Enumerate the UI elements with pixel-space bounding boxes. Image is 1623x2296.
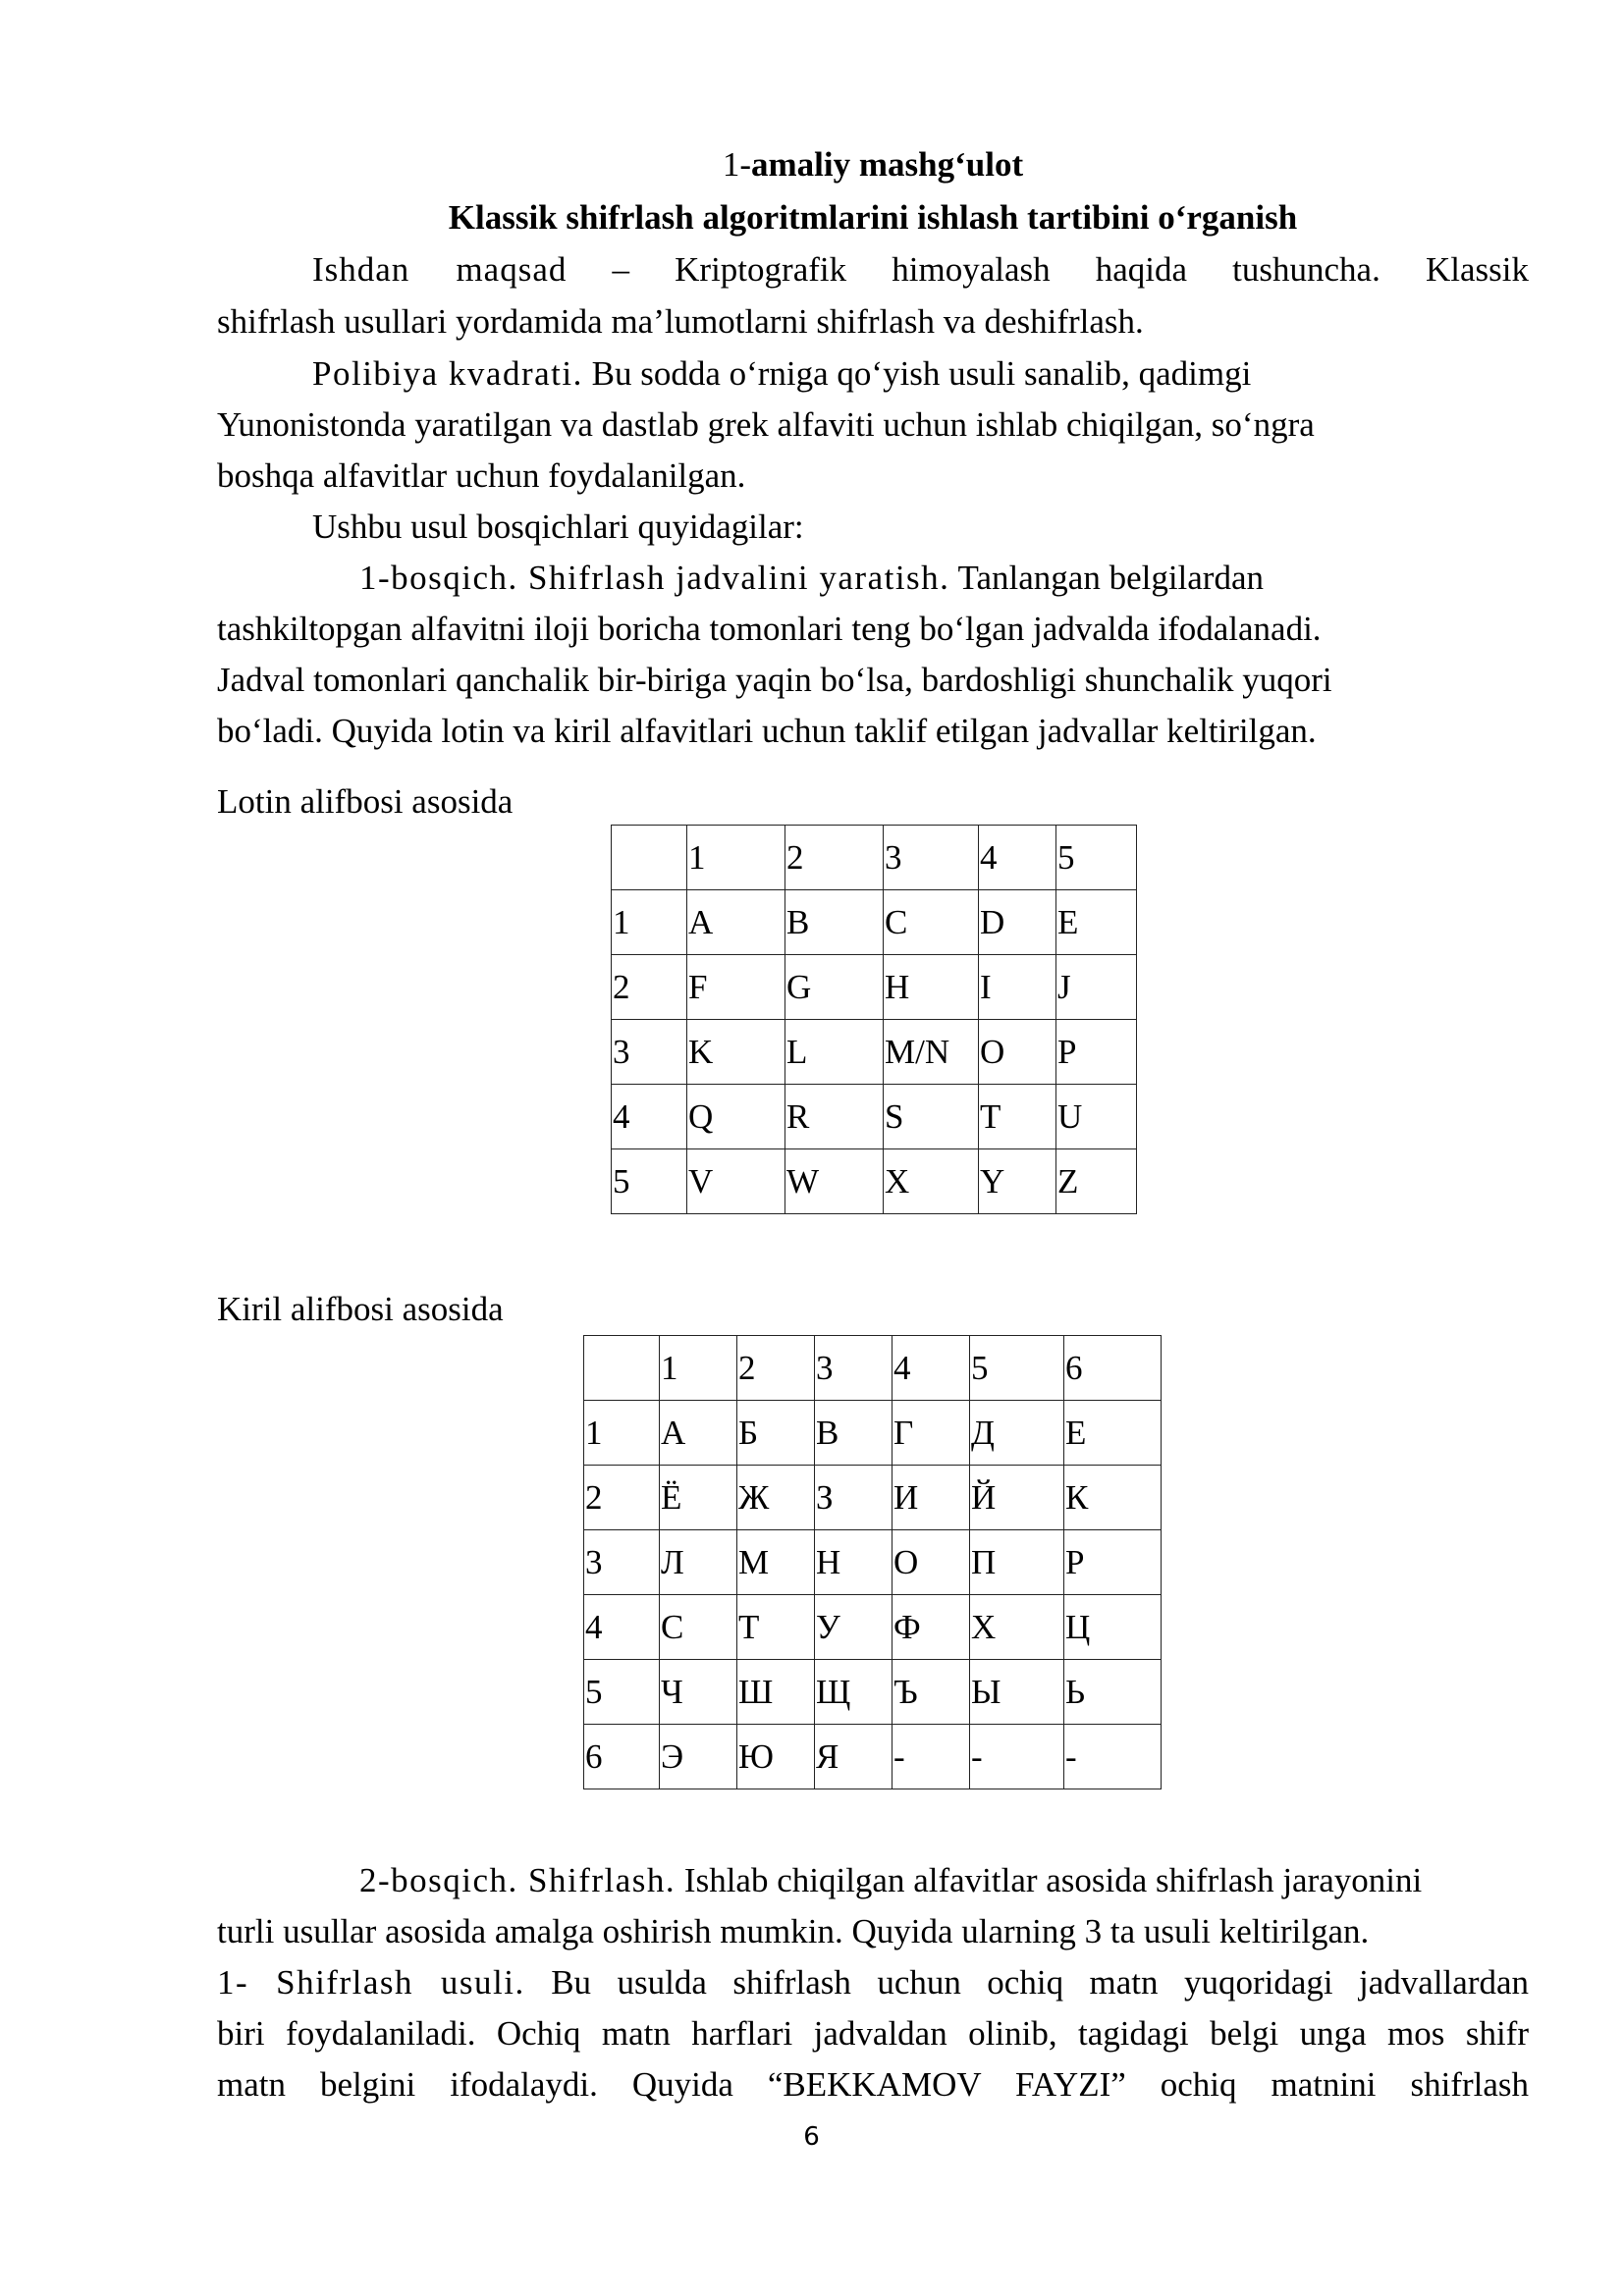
step1-line-2: tashkiltopgan alfavitni iloji boricha tomonlari teng bo‘lgan jadvalda ifodalanadi. xyxy=(217,610,1322,648)
latin-table-header-cell: 4 xyxy=(979,826,1056,890)
cyrillic-table-row xyxy=(584,1595,1162,1660)
cyrillic-table-cell: Б xyxy=(737,1401,815,1466)
latin-table-cell: M/N xyxy=(884,1020,979,1085)
cyrillic-table-cell: С xyxy=(660,1595,737,1660)
cyrillic-table-row-index: 2 xyxy=(584,1466,660,1530)
latin-table-row-index: 2 xyxy=(612,955,687,1020)
polybius-line-3: boshqa alfavitlar uchun foydalanilgan. xyxy=(217,456,746,495)
cyrillic-table-cell: Ч xyxy=(660,1660,737,1725)
latin-table-cell: E xyxy=(1056,890,1137,955)
cyrillic-table-header-cell: 1 xyxy=(660,1336,737,1401)
cyrillic-table-cell: Н xyxy=(815,1530,893,1595)
cyrillic-table-cell: О xyxy=(893,1530,970,1595)
cyrillic-table-row xyxy=(584,1530,1162,1595)
latin-table-cell: C xyxy=(884,890,979,955)
cyrillic-table-cell: В xyxy=(815,1401,893,1466)
cyrillic-table-cell: Р xyxy=(1064,1530,1162,1595)
purpose-text: – Kriptografik himoyalash haqida tushuncha. Klassik xyxy=(612,250,1529,289)
latin-table-header-cell: 2 xyxy=(785,826,884,890)
cyrillic-table-header-cell: 2 xyxy=(737,1336,815,1401)
latin-table-cell: T xyxy=(979,1085,1056,1149)
cyrillic-table-cell: Л xyxy=(660,1530,737,1595)
cyrillic-table-row xyxy=(584,1401,1162,1466)
method1-line-3: matn belgini ifodalaydi. Quyida “BEKKAMOV FAYZI” ochiq matnini shifrlash xyxy=(217,2065,1529,2104)
latin-table-cell: F xyxy=(687,955,785,1020)
cyrillic-table-cell: А xyxy=(660,1401,737,1466)
heading-title: amaliy mashg‘ulot xyxy=(751,145,1024,184)
polybius-line-2: Yunonistonda yaratilgan va dastlab grek alfaviti uchun ishlab chiqilgan, so‘ngra xyxy=(217,405,1315,444)
page-number: 6 xyxy=(803,2122,820,2152)
cyrillic-table-header-cell: 5 xyxy=(970,1336,1064,1401)
cyrillic-table-row-index: 1 xyxy=(584,1401,660,1466)
cyrillic-table-cell: Ж xyxy=(737,1466,815,1530)
step1-line-4: bo‘ladi. Quyida lotin va kiril alfavitlari uchun taklif etilgan jadvallar keltirilgan. xyxy=(217,712,1317,750)
latin-table-cell: H xyxy=(884,955,979,1020)
cyrillic-table-cell: Ё xyxy=(660,1466,737,1530)
method1-line-1 xyxy=(217,1957,1529,2008)
cyrillic-table-header-cell xyxy=(584,1336,660,1401)
latin-table-header-cell: 3 xyxy=(884,826,979,890)
purpose-line-1 xyxy=(217,244,1529,295)
method1-term: 1- Shifrlash usuli. xyxy=(217,1963,525,2002)
latin-table-cell: A xyxy=(687,890,785,955)
cyrillic-table-cell: Д xyxy=(970,1401,1064,1466)
polybius-term: Polibiya kvadrati. xyxy=(312,354,583,393)
cyrillic-table-row-index: 4 xyxy=(584,1595,660,1660)
method1-line-2: biri foydalaniladi. Ochiq matn harflari jadvaldan olinib, tagidagi belgi unga mos shifr xyxy=(217,2014,1529,2053)
cyrillic-table-cell: - xyxy=(893,1725,970,1789)
latin-table-cell: G xyxy=(785,955,884,1020)
latin-table-row xyxy=(612,955,1137,1020)
cyrillic-table-cell: П xyxy=(970,1530,1064,1595)
cyrillic-table-cell: Ц xyxy=(1064,1595,1162,1660)
section-heading xyxy=(217,139,1529,190)
cyrillic-table-cell: Ш xyxy=(737,1660,815,1725)
cyrillic-table-cell: М xyxy=(737,1530,815,1595)
latin-table-header-cell: 5 xyxy=(1056,826,1137,890)
step1-text: Tanlangan belgilardan xyxy=(949,559,1265,597)
cyrillic-table-label: Kiril alifbosi asosida xyxy=(217,1290,504,1328)
cyrillic-table-cell: К xyxy=(1064,1466,1162,1530)
latin-table-row-index: 1 xyxy=(612,890,687,955)
latin-table-cell: Q xyxy=(687,1085,785,1149)
latin-table-cell: W xyxy=(785,1149,884,1214)
purpose-line-2: shifrlash usullari yordamida ma’lumotlarni shifrlash va deshifrlash. xyxy=(217,302,1144,341)
polybius-text: Bu sodda o‘rniga qo‘yish usuli sanalib, qadimgi xyxy=(582,354,1252,393)
cyrillic-table-cell: Й xyxy=(970,1466,1064,1530)
latin-table-row-index: 5 xyxy=(612,1149,687,1214)
cyrillic-table-cell: Щ xyxy=(815,1660,893,1725)
latin-table-cell: Z xyxy=(1056,1149,1137,1214)
latin-table-cell: U xyxy=(1056,1085,1137,1149)
latin-table-cell: K xyxy=(687,1020,785,1085)
cyrillic-table-cell: Я xyxy=(815,1725,893,1789)
heading-number: 1- xyxy=(722,145,752,184)
latin-table-row-index: 3 xyxy=(612,1020,687,1085)
cyrillic-table-cell: У xyxy=(815,1595,893,1660)
latin-table-cell: J xyxy=(1056,955,1137,1020)
cyrillic-table-cell: - xyxy=(970,1725,1064,1789)
step1-term: 1-bosqich. Shifrlash jadvalini yaratish. xyxy=(359,559,950,597)
latin-table-header-cell: 1 xyxy=(687,826,785,890)
cyrillic-table-cell: Ъ xyxy=(893,1660,970,1725)
latin-table-label: Lotin alifbosi asosida xyxy=(217,782,514,821)
section-subtitle: Klassik shifrlash algoritmlarini ishlash tartibini o‘rganish xyxy=(448,198,1298,237)
cyrillic-table-row-index: 3 xyxy=(584,1530,660,1595)
latin-table-header-cell xyxy=(612,826,687,890)
latin-table-row xyxy=(612,890,1137,955)
latin-table-row xyxy=(612,1020,1137,1085)
latin-table-cell: I xyxy=(979,955,1056,1020)
latin-table-header-row xyxy=(612,826,1137,890)
latin-table-cell: P xyxy=(1056,1020,1137,1085)
cyrillic-table-cell: - xyxy=(1064,1725,1162,1789)
latin-polybius-table xyxy=(611,825,1137,1214)
cyrillic-table-row-index: 6 xyxy=(584,1725,660,1789)
latin-table-cell: O xyxy=(979,1020,1056,1085)
step1-line-3: Jadval tomonlari qanchalik bir-biriga yaqin bo‘lsa, bardoshligi shunchalik yuqori xyxy=(217,661,1332,699)
latin-table-row xyxy=(612,1085,1137,1149)
cyrillic-table-row xyxy=(584,1725,1162,1789)
latin-table-row xyxy=(612,1149,1137,1214)
latin-table-cell: R xyxy=(785,1085,884,1149)
cyrillic-table-cell: Х xyxy=(970,1595,1064,1660)
cyrillic-table-cell: Ы xyxy=(970,1660,1064,1725)
latin-table-cell: D xyxy=(979,890,1056,955)
steps-intro: Ushbu usul bosqichlari quyidagilar: xyxy=(312,507,804,546)
cyrillic-polybius-table xyxy=(583,1335,1162,1789)
cyrillic-table-cell: Ь xyxy=(1064,1660,1162,1725)
cyrillic-table-header-row xyxy=(584,1336,1162,1401)
cyrillic-table-row xyxy=(584,1660,1162,1725)
cyrillic-table-cell: Э xyxy=(660,1725,737,1789)
cyrillic-table-header-cell: 3 xyxy=(815,1336,893,1401)
cyrillic-table-cell: З xyxy=(815,1466,893,1530)
step1-line-1 xyxy=(359,553,1529,604)
latin-table-cell: L xyxy=(785,1020,884,1085)
purpose-lead: Ishdan maqsad xyxy=(312,250,568,289)
latin-table-cell: Y xyxy=(979,1149,1056,1214)
polybius-line-1 xyxy=(312,348,1529,400)
step2-line-2: turli usullar asosida amalga oshirish mumkin. Quyida ularning 3 ta usuli keltirilgan. xyxy=(217,1912,1370,1950)
cyrillic-table-cell: Е xyxy=(1064,1401,1162,1466)
step2-line-1 xyxy=(359,1855,1529,1906)
cyrillic-table-cell: Ю xyxy=(737,1725,815,1789)
latin-table-row-index: 4 xyxy=(612,1085,687,1149)
cyrillic-table-row-index: 5 xyxy=(584,1660,660,1725)
cyrillic-table-row xyxy=(584,1466,1162,1530)
cyrillic-table-cell: Г xyxy=(893,1401,970,1466)
step2-term: 2-bosqich. Shifrlash. xyxy=(359,1861,676,1899)
latin-table-cell: V xyxy=(687,1149,785,1214)
latin-table-cell: B xyxy=(785,890,884,955)
latin-table-cell: X xyxy=(884,1149,979,1214)
cyrillic-table-cell: Ф xyxy=(893,1595,970,1660)
cyrillic-table-cell: И xyxy=(893,1466,970,1530)
cyrillic-table-cell: Т xyxy=(737,1595,815,1660)
latin-table-cell: S xyxy=(884,1085,979,1149)
step2-text: Ishlab chiqilgan alfavitlar asosida shifrlash jarayonini xyxy=(676,1861,1423,1899)
cyrillic-table-header-cell: 4 xyxy=(893,1336,970,1401)
method1-text: Bu usulda shifrlash uchun ochiq matn yuqoridagi jadvallardan xyxy=(524,1963,1530,2002)
cyrillic-table-header-cell: 6 xyxy=(1064,1336,1162,1401)
